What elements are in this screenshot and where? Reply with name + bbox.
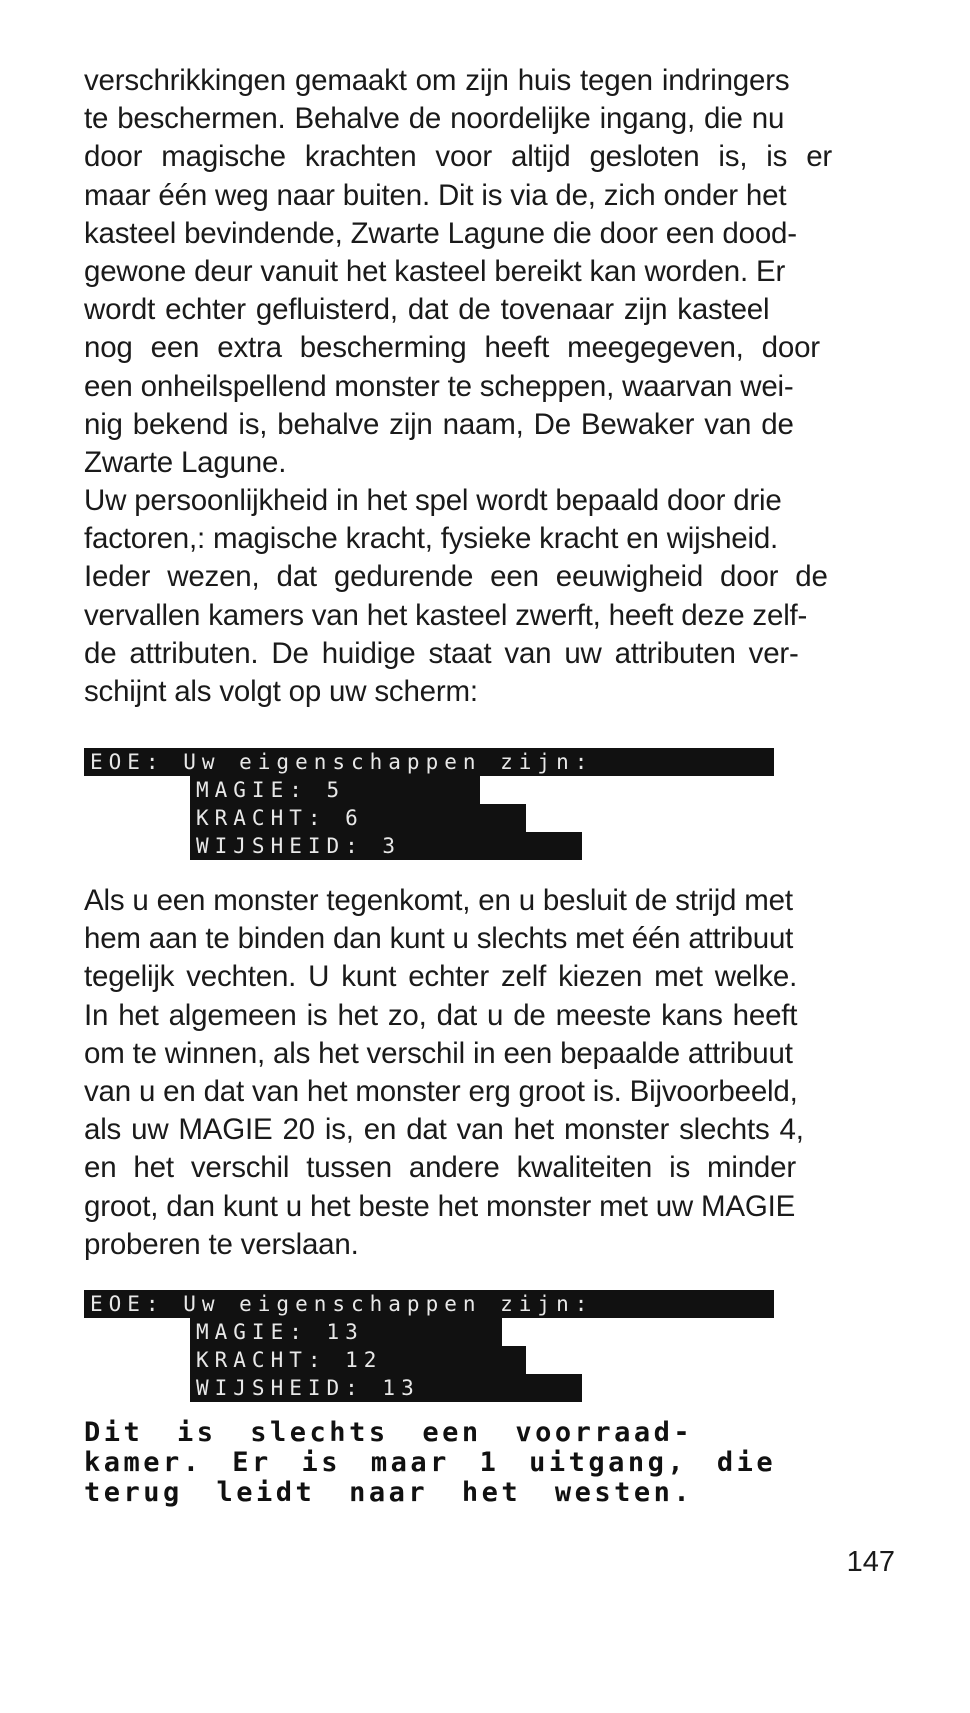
- text-line: Ieder wezen, dat gedurende een eeuwigheid door de: [84, 560, 828, 594]
- screen-wijsheid-bar: [190, 1374, 582, 1402]
- text-line: proberen te verslaan.: [84, 1227, 359, 1261]
- paragraph-attributes: [84, 482, 896, 711]
- text-line: een onheilspellend monster te scheppen, waarvan wei-: [84, 369, 794, 403]
- screen-kracht: KRACHT: 6: [196, 806, 364, 830]
- text-line: verschrikkingen gemaakt om zijn huis tegen indringers: [84, 64, 790, 97]
- text-line: schijnt als volgt op uw scherm:: [84, 675, 478, 709]
- screen-text-line: Dit is slechts een voorraad-: [84, 1417, 694, 1448]
- screen-header: EOE: Uw eigenschappen zijn:: [90, 1292, 594, 1316]
- screen-wijsheid-bar: [190, 832, 582, 860]
- text-line: tegelijk vechten. U kunt echter zelf kiezen met welke.: [84, 960, 798, 994]
- screen-header: EOE: Uw eigenschappen zijn:: [90, 750, 594, 774]
- page-number: 147: [846, 1546, 895, 1578]
- screen-magie-bar: [190, 776, 480, 804]
- screen-magie: MAGIE: 13: [196, 1320, 364, 1344]
- text-line: door magische krachten voor altijd gesloten is, is er: [84, 140, 833, 174]
- paragraph-intro: [84, 62, 896, 482]
- screen-wijsheid: WIJSHEID: 3: [196, 834, 402, 858]
- screen-magie: MAGIE: 5: [196, 778, 346, 802]
- text-line: en het verschil tussen andere kwaliteiten is minder: [84, 1151, 796, 1185]
- paragraph-combat: [84, 882, 896, 1264]
- screen-text-line: kamer. Er is maar 1 uitgang, die: [84, 1447, 777, 1478]
- text-line: maar één weg naar buiten. Dit is via de, zich onder het: [84, 178, 787, 212]
- screen-text-line: terug leidt naar het westen.: [84, 1477, 694, 1508]
- screen-wijsheid: WIJSHEID: 13: [196, 1376, 420, 1400]
- text-line: groot, dan kunt u het beste het monster met uw MAGIE: [84, 1189, 796, 1223]
- text-line: om te winnen, als het verschil in een bepaalde attribuut: [84, 1036, 793, 1070]
- screen-kracht-bar: [190, 1346, 526, 1374]
- text-line: In het algemeen is het zo, dat u de meeste kans heeft: [84, 998, 798, 1032]
- text-line: factoren,: magische kracht, fysieke kracht en wijsheid.: [84, 522, 779, 556]
- text-line: van u en dat van het monster erg groot is. Bijvoorbeeld,: [84, 1075, 798, 1109]
- text-line: als uw MAGIE 20 is, en dat van het monster slechts 4,: [84, 1113, 804, 1147]
- text-line: de attributen. De huidige staat van uw attributen ver-: [84, 636, 799, 670]
- text-line: vervallen kamers van het kasteel zwerft, heeft deze zelf-: [84, 598, 808, 632]
- text-line: te beschermen. Behalve de noordelijke ingang, die nu: [84, 102, 785, 136]
- screen-kracht: KRACHT: 12: [196, 1348, 383, 1372]
- text-line: Zwarte Lagune.: [84, 446, 287, 480]
- screen-header-bar: [84, 748, 774, 776]
- text-line: nog een extra bescherming heeft meegegeven, door: [84, 331, 820, 365]
- text-line: gewone deur vanuit het kasteel bereikt kan worden. Er: [84, 255, 786, 289]
- screen-header-bar: [84, 1290, 774, 1318]
- text-line: wordt echter gefluisterd, dat de tovenaar zijn kasteel: [84, 293, 770, 327]
- text-line: hem aan te binden dan kunt u slechts met één attribuut: [84, 922, 794, 956]
- text-line: kasteel bevindende, Zwarte Lagune die door een dood-: [84, 216, 797, 250]
- text-line: nig bekend is, behalve zijn naam, De Bewaker van de: [84, 407, 794, 441]
- screen-kracht-bar: [190, 804, 526, 832]
- text-line: Uw persoonlijkheid in het spel wordt bepaald door drie: [84, 484, 782, 517]
- screen-magie-bar: [190, 1318, 502, 1346]
- game-screen-room-text: [84, 1418, 904, 1508]
- text-line: Als u een monster tegenkomt, en u besluit de strijd met: [84, 884, 793, 917]
